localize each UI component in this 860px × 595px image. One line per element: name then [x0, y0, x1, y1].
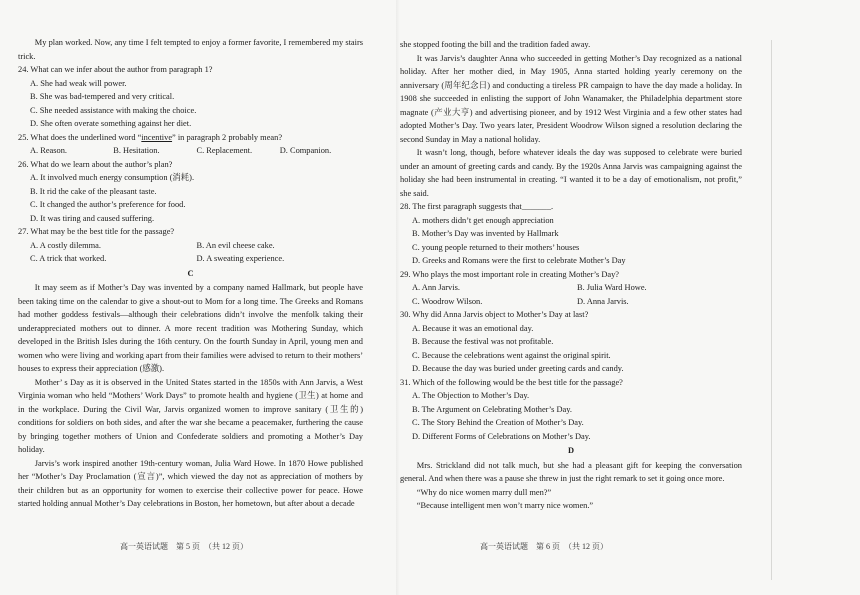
passage-paragraph: Jarvis’s work inspired another 19th-century woman, Julia Ward Howe. In 1870 Howe published her “Mother’s Day Proclamation (宣言)”, which viewed the day not as appreciation of mothers by their children but as an opportunity for women to exercise their collective power for peace. Howe started holding annual Mother’s Day celebrations in Boston, her hometown, but after about a decade	[18, 458, 363, 508]
question-24: 24. What can we infer about the author from paragraph 1?	[18, 65, 213, 74]
option: B. Hesitation.	[113, 146, 160, 155]
option: C. Woodrow Wilson.	[412, 296, 483, 306]
page-footer: 高一英语试题 第 6 页 （共 12 页）	[480, 542, 608, 551]
option: A. She had weak will power.	[30, 78, 127, 88]
option: A. The Objection to Mother’s Day.	[412, 391, 530, 400]
option: B. She was bad-tempered and very critical.	[30, 92, 175, 101]
options-row	[18, 144, 363, 158]
question-28: 28. The first paragraph suggests that_______.	[400, 202, 554, 211]
option: C. young people returned to their mothers’ houses	[412, 242, 580, 252]
dialogue-line: “Why do nice women marry dull men?”	[416, 487, 552, 497]
option: A. It involved much energy consumption (消耗).	[30, 173, 195, 182]
passage-paragraph: Mother’ s Day as it is observed in the United States started in the 1850s with Ann Jarvis, a West Virginia woman who held “Mothers’ Work Days” to promote health and hygiene (卫生) at home and in the workplace. During the Civil War, Jarvis organized women to improve sanitary (卫生的) conditions for soldiers on both sides, and after the war she became a peacemaker, furthering the cause by bringing together mothers of Union and Confederate soldiers and promoting a Mother’s Day holiday.	[18, 377, 363, 454]
option: B. Julia Ward Howe.	[577, 283, 647, 292]
option: D. She often overate something against her diet.	[30, 119, 192, 128]
option: C. Because the celebrations went against the original spirit.	[412, 350, 611, 360]
option: D. A sweating experience.	[196, 254, 285, 263]
option: C. The Story Behind the Creation of Mother’s Day.	[412, 418, 584, 427]
underlined-word: incentive	[141, 132, 173, 142]
option: B. Because the festival was not profitable.	[412, 337, 554, 346]
option: D. Greeks and Romans were the first to celebrate Mother’s Day	[412, 256, 626, 265]
page-footer: 高一英语试题 第 5 页 （共 12 页）	[120, 542, 248, 551]
option: D. Companion.	[279, 146, 332, 155]
option: B. Mother’s Day was invented by Hallmark	[412, 229, 559, 238]
options-row	[18, 239, 363, 253]
option: B. The Argument on Celebrating Mother’s Day.	[412, 404, 572, 414]
section-heading-d: D	[567, 446, 575, 455]
question-30: 30. Why did Anna Jarvis object to Mother’s Day at last?	[400, 310, 589, 319]
option: B. It rid the cake of the pleasant taste.	[30, 186, 157, 196]
question-25-pre: 25. What does the underlined word “	[18, 132, 142, 142]
option: D. Different Forms of Celebrations on Mother’s Day.	[412, 431, 591, 441]
option: A. A costly dilemma.	[30, 240, 101, 250]
option: A. mothers didn’t get enough appreciation	[412, 215, 554, 225]
option: D. Anna Jarvis.	[577, 296, 629, 306]
passage-paragraph: It was Jarvis’s daughter Anna who succeeded in getting Mother’s Day recognized as a national holiday. After her mother died, in May 1905, Anna started holding yearly ceremony on the anniversary (周年纪念日) and conducting a tireless PR campaign to have the day made a holiday. In 1908 she succeeded in enlisting the support of John Wanamaker, the Philadelphia department store magnate (产业大亨) and advertising pioneer, and by 1912 West Virginia and a few other states had adopted Mother’s Day. Two years later, President Woodrow Wilson signed a resolution declaring the second Sunday in May a national holiday.	[400, 53, 742, 144]
option: C. She needed assistance with making the choice.	[30, 105, 197, 115]
option: A. Because it was an emotional day.	[412, 323, 534, 333]
options-row	[18, 252, 363, 266]
option: C. A trick that worked.	[30, 254, 107, 263]
intro-paragraph: My plan worked. Now, any time I felt tempted to enjoy a former favorite, I remembered my stairs trick.	[18, 38, 363, 61]
option: D. Because the day was buried under greeting cards and candy.	[412, 364, 624, 373]
option: A. Ann Jarvis.	[412, 283, 460, 292]
question-25-post: ” in paragraph 2 probably mean?	[172, 132, 283, 142]
passage-paragraph: It wasn’t long, though, before whatever ideals the day was supposed to celebrate were buried under an amount of greeting cards and candy. By the 1920s Anna Jarvis was campaigning against the holiday she had been instrumental in creating. “I wanted it to be a day of emotionalism, not profit,” she said.	[400, 148, 742, 198]
dialogue-line: “Because intelligent men won’t marry nice women.”	[416, 501, 594, 510]
section-heading-c: C	[187, 268, 194, 278]
options-row	[400, 295, 742, 309]
option: C. Replacement.	[196, 146, 253, 155]
option: A. Reason.	[30, 146, 67, 155]
right-column	[400, 38, 742, 513]
paper-edge	[771, 40, 772, 580]
option: B. An evil cheese cake.	[196, 240, 275, 250]
question-29: 29. Who plays the most important role in creating Mother’s Day?	[400, 269, 620, 279]
option: C. It changed the author’s preference for food.	[30, 200, 186, 209]
question-31: 31. Which of the following would be the best title for the passage?	[400, 377, 623, 387]
left-column	[18, 36, 363, 511]
passage-paragraph: Mrs. Strickland did not talk much, but she had a pleasant gift for keeping the conversation general. And when there was a pause she threw in just the right remark to set it going once more.	[400, 460, 742, 483]
options-row	[400, 281, 742, 295]
passage-paragraph: It may seem as if Mother’s Day was invented by a company named Hallmark, but people have been taking time on the calendar to give a shout-out to Mom for a long time. The Greeks and Romans had mother goddess festivals—although their celebrations didn’t involve the menfolk taking their underappreciated mothers out to dinner. A more recent tradition was Mothering Sunday, which developed in the British Isles during the 16th century. On the fourth Sunday in April, young men and women who were living and working apart from their families were advised to return to their mothers’ houses to express their appreciation (感激).	[18, 283, 363, 373]
question-27: 27. What may be the best title for the passage?	[18, 227, 175, 236]
question-25	[18, 131, 363, 145]
question-26: 26. What do we learn about the author’s plan?	[18, 159, 173, 169]
option: D. It was tiring and caused suffering.	[30, 213, 155, 223]
passage-paragraph: she stopped footing the bill and the tradition faded away.	[400, 40, 591, 49]
